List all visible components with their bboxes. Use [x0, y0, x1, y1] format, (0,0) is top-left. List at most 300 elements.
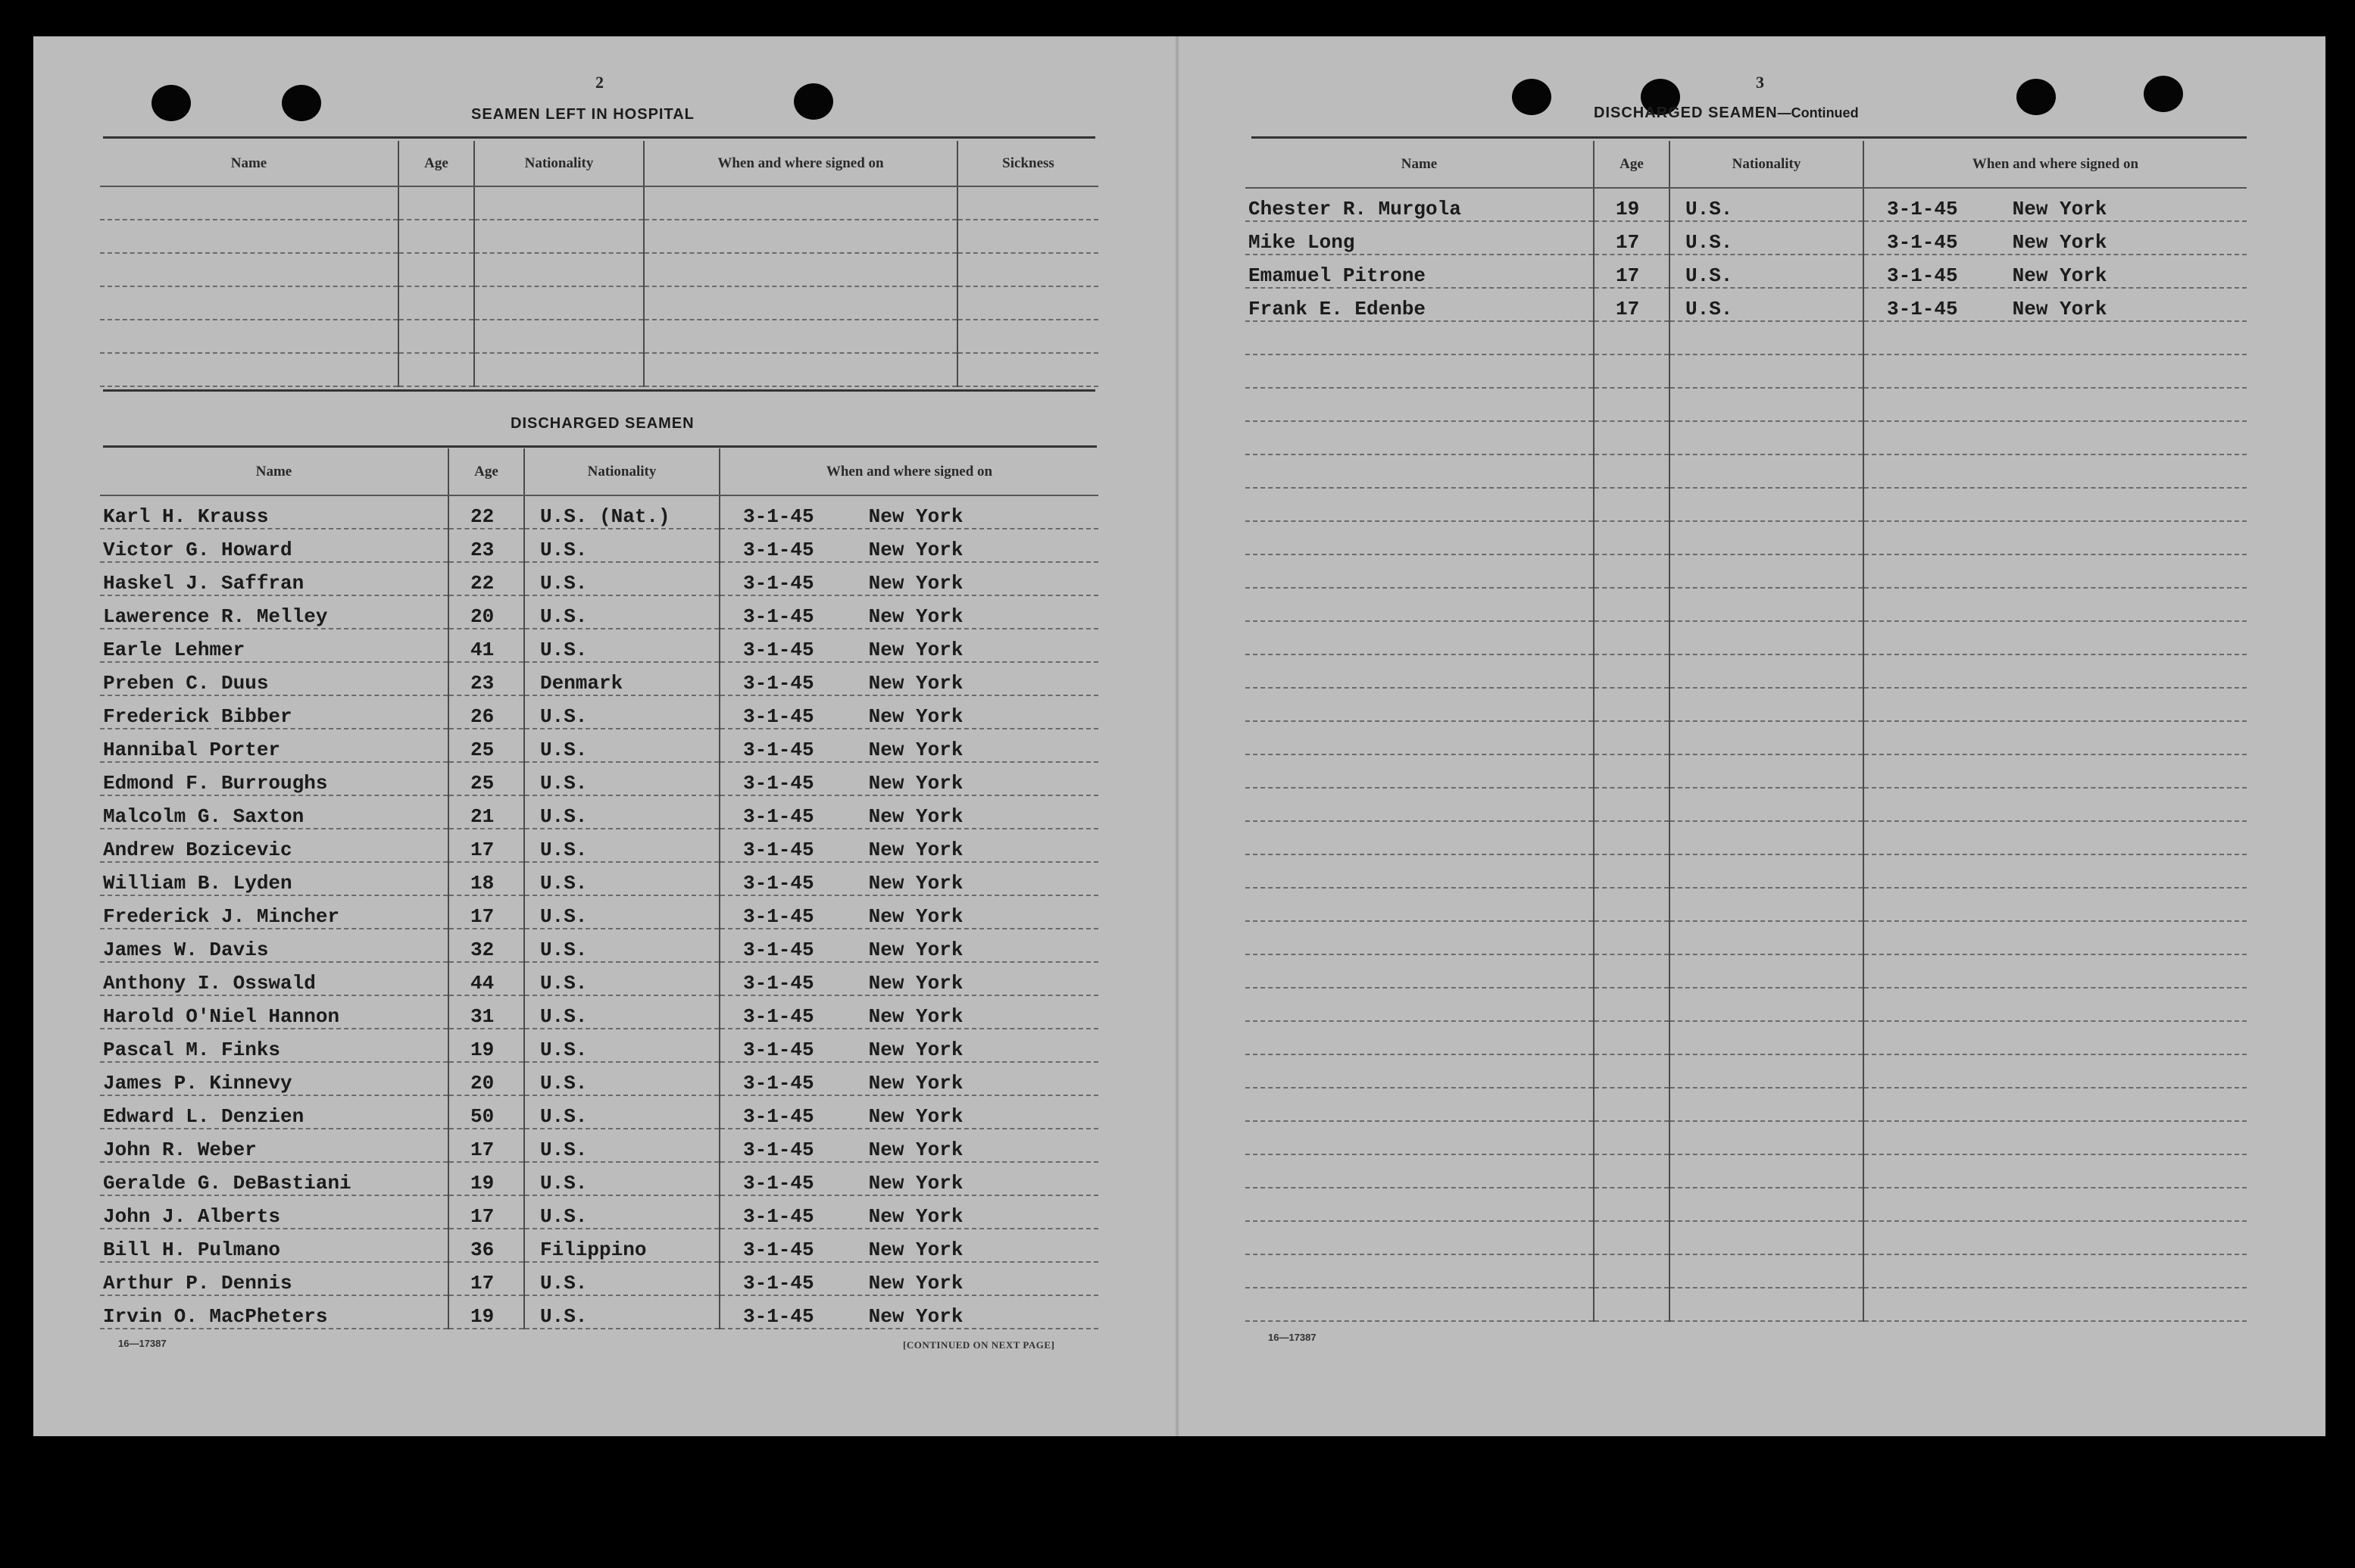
empty-cell [1245, 1288, 1594, 1321]
right-top-rule [1251, 136, 2247, 139]
empty-cell [1669, 1021, 1863, 1054]
signed-on-cell [720, 995, 1098, 1029]
name-cell: Earle Lehmer [100, 629, 448, 662]
empty-cell [1245, 588, 1594, 621]
age-cell: 44 [448, 962, 524, 995]
name-cell: Anthony I. Osswald [100, 962, 448, 995]
age-cell: 32 [448, 929, 524, 962]
signed-on-cell [720, 862, 1098, 895]
empty-cell [1863, 621, 2247, 654]
col-header-age: Age [1594, 141, 1669, 188]
signed-date: 3-1-45 [743, 1005, 814, 1028]
empty-cell [1245, 421, 1594, 454]
empty-cell [1863, 921, 2247, 954]
signed-place: New York [868, 1105, 964, 1128]
age-cell: 17 [448, 1129, 524, 1162]
signed-place: New York [868, 1205, 964, 1228]
nationality-cell: U.S. [524, 1162, 720, 1195]
empty-cell [1863, 488, 2247, 521]
signed-on-cell [720, 1195, 1098, 1229]
empty-cell [1245, 988, 1594, 1021]
empty-cell [1863, 1021, 2247, 1054]
nationality-cell: U.S. [524, 1129, 720, 1162]
table-row [100, 186, 1098, 220]
signed-place: New York [868, 872, 964, 895]
signed-on-cell [720, 529, 1098, 562]
name-cell: Karl H. Krauss [100, 495, 448, 529]
age-cell: 50 [448, 1095, 524, 1129]
signed-date: 3-1-45 [743, 772, 814, 795]
empty-cell [1245, 321, 1594, 355]
name-cell: Frank E. Edenbe [1245, 288, 1594, 321]
empty-cell [1669, 1188, 1863, 1221]
age-cell: 18 [448, 862, 524, 895]
nationality-cell: U.S. [524, 1295, 720, 1329]
name-cell: Geralde G. DeBastiani [100, 1162, 448, 1195]
signed-date: 3-1-45 [743, 539, 814, 561]
name-cell: Victor G. Howard [100, 529, 448, 562]
empty-cell [1594, 854, 1669, 888]
signed-date: 3-1-45 [743, 639, 814, 661]
empty-cell [1863, 721, 2247, 754]
name-cell: Arthur P. Dennis [100, 1262, 448, 1295]
empty-cell [1863, 521, 2247, 554]
table-row [100, 862, 1098, 895]
name-cell: Chester R. Murgola [1245, 188, 1594, 221]
empty-cell [1594, 588, 1669, 621]
page-fold [1176, 36, 1179, 1436]
empty-row [1245, 1021, 2247, 1054]
empty-cell [1669, 721, 1863, 754]
nationality-cell: U.S. [524, 1195, 720, 1229]
hospital-section-title: SEAMEN LEFT IN HOSPITAL [471, 106, 695, 123]
nationality-cell: U.S. [524, 762, 720, 795]
table-row [100, 1129, 1098, 1162]
signed-on-cell [720, 729, 1098, 762]
name-cell: Pascal M. Finks [100, 1029, 448, 1062]
age-cell: 17 [1594, 255, 1669, 288]
table-row [100, 1162, 1098, 1195]
name-cell: James W. Davis [100, 929, 448, 962]
name-cell: Malcolm G. Saxton [100, 795, 448, 829]
nationality-cell: U.S. [524, 962, 720, 995]
empty-cell [1863, 1154, 2247, 1188]
discharged-continued-table [1245, 141, 2247, 1322]
table-row [100, 929, 1098, 962]
table-row [100, 695, 1098, 729]
age-cell: 17 [1594, 288, 1669, 321]
col-header-name: Name [100, 448, 448, 495]
nationality-cell: U.S. [524, 1029, 720, 1062]
nationality-cell: U.S. [524, 729, 720, 762]
signed-on-cell [720, 662, 1098, 695]
name-cell: Lawerence R. Melley [100, 595, 448, 629]
signed-on-cell [720, 1229, 1098, 1262]
empty-cell [1669, 854, 1863, 888]
empty-cell [1863, 1221, 2247, 1254]
empty-cell [1669, 1154, 1863, 1188]
punch-hole [151, 85, 191, 121]
empty-cell [1245, 1121, 1594, 1154]
nationality-cell: U.S. [524, 1095, 720, 1129]
signed-on-cell [720, 829, 1098, 862]
age-cell: 17 [448, 895, 524, 929]
empty-cell [1245, 754, 1594, 788]
name-cell: William B. Lyden [100, 862, 448, 895]
empty-cell [1669, 321, 1863, 355]
signed-place: New York [868, 1039, 964, 1061]
nationality-cell: U.S. [524, 1062, 720, 1095]
signed-date: 3-1-45 [743, 505, 814, 528]
age-cell: 17 [448, 829, 524, 862]
signed-on-cell [720, 1029, 1098, 1062]
age-cell: 17 [448, 1262, 524, 1295]
table-row [100, 662, 1098, 695]
discharged-continued-title [1594, 105, 1859, 122]
empty-row [1245, 521, 2247, 554]
signed-on-cell [720, 1162, 1098, 1195]
signed-on-cell [720, 795, 1098, 829]
page-number: 3 [1756, 73, 1764, 92]
signed-place: New York [868, 1172, 964, 1195]
empty-row [1245, 321, 2247, 355]
empty-cell [1245, 654, 1594, 688]
signed-date: 3-1-45 [743, 739, 814, 761]
signed-date: 3-1-45 [743, 905, 814, 928]
signed-place: New York [868, 739, 964, 761]
title-main: DISCHARGED SEAMEN [1594, 105, 1778, 121]
punch-hole [2016, 79, 2056, 115]
name-cell: Bill H. Pulmano [100, 1229, 448, 1262]
signed-place: New York [2012, 198, 2107, 220]
name-cell: Frederick Bibber [100, 695, 448, 729]
empty-cell [1594, 421, 1669, 454]
empty-cell [1594, 788, 1669, 821]
discharged-top-rule [103, 445, 1097, 448]
table-row [100, 895, 1098, 929]
form-code: 16—17387 [1268, 1332, 1316, 1343]
empty-cell [1669, 621, 1863, 654]
signed-place: New York [868, 939, 964, 961]
form-code: 16—17387 [118, 1338, 167, 1349]
empty-row [1245, 1154, 2247, 1188]
signed-date: 3-1-45 [1887, 231, 1958, 254]
signed-place: New York [868, 1005, 964, 1028]
empty-cell [1594, 1088, 1669, 1121]
empty-cell [1594, 888, 1669, 921]
hospital-top-rule [103, 136, 1095, 139]
name-cell: Haskel J. Saffran [100, 562, 448, 595]
empty-row [1245, 421, 2247, 454]
age-cell: 36 [448, 1229, 524, 1262]
nationality-cell: U.S. [524, 529, 720, 562]
empty-cell [1863, 454, 2247, 488]
signed-place: New York [868, 905, 964, 928]
signed-date: 3-1-45 [743, 1139, 814, 1161]
table-row [100, 1262, 1098, 1295]
empty-cell [1863, 1288, 2247, 1321]
table-row [100, 629, 1098, 662]
signed-date: 3-1-45 [743, 1305, 814, 1328]
empty-cell [1863, 588, 2247, 621]
signed-place: New York [868, 605, 964, 628]
empty-row [1245, 388, 2247, 421]
empty-cell [1669, 1221, 1863, 1254]
empty-cell [1669, 821, 1863, 854]
signed-date: 3-1-45 [743, 939, 814, 961]
signed-date: 3-1-45 [743, 872, 814, 895]
empty-cell [1594, 554, 1669, 588]
empty-cell [1245, 621, 1594, 654]
table-row [1245, 188, 2247, 221]
empty-row [1245, 988, 2247, 1021]
signed-place: New York [868, 705, 964, 728]
empty-cell [1669, 1121, 1863, 1154]
age-cell: 19 [1594, 188, 1669, 221]
age-cell: 17 [1594, 221, 1669, 255]
punch-hole [282, 85, 321, 121]
title-suffix: —Continued [1777, 105, 1859, 120]
empty-cell [1594, 454, 1669, 488]
nationality-cell: U.S. [524, 562, 720, 595]
empty-row [1245, 1088, 2247, 1121]
empty-cell [1245, 888, 1594, 921]
empty-cell [1669, 488, 1863, 521]
empty-row [1245, 754, 2247, 788]
table-row [1245, 255, 2247, 288]
discharged-section-title: DISCHARGED SEAMEN [511, 415, 695, 432]
nationality-cell: U.S. [524, 1262, 720, 1295]
empty-row [1245, 454, 2247, 488]
punch-hole [794, 83, 833, 120]
empty-row [1245, 954, 2247, 988]
empty-row [1245, 1288, 2247, 1321]
empty-cell [1669, 355, 1863, 388]
empty-cell [1245, 954, 1594, 988]
page-number: 2 [595, 73, 604, 92]
signed-on-cell [720, 695, 1098, 729]
name-cell: Irvin O. MacPheters [100, 1295, 448, 1329]
empty-row [1245, 888, 2247, 921]
empty-cell [1863, 888, 2247, 921]
empty-cell [1245, 1188, 1594, 1221]
table-row [100, 762, 1098, 795]
empty-cell [1863, 788, 2247, 821]
name-cell: Frederick J. Mincher [100, 895, 448, 929]
empty-cell [1863, 1121, 2247, 1154]
empty-row [1245, 854, 2247, 888]
age-cell: 26 [448, 695, 524, 729]
col-header-name: Name [100, 141, 398, 186]
empty-row [1245, 921, 2247, 954]
empty-cell [1594, 1121, 1669, 1154]
empty-cell [1669, 1288, 1863, 1321]
nationality-cell: Denmark [524, 662, 720, 695]
empty-cell [1863, 1188, 2247, 1221]
empty-cell [1594, 621, 1669, 654]
signed-on-cell [1863, 221, 2247, 255]
signed-date: 3-1-45 [743, 672, 814, 695]
empty-cell [1863, 654, 2247, 688]
empty-cell [1669, 388, 1863, 421]
age-cell: 20 [448, 595, 524, 629]
empty-cell [1669, 921, 1863, 954]
nationality-cell: U.S. [1669, 221, 1863, 255]
empty-cell [1669, 888, 1863, 921]
nationality-cell: U.S. [1669, 255, 1863, 288]
empty-cell [1245, 1088, 1594, 1121]
hospital-bottom-rule [103, 389, 1095, 392]
age-cell: 41 [448, 629, 524, 662]
age-cell: 19 [448, 1295, 524, 1329]
age-cell: 21 [448, 795, 524, 829]
signed-place: New York [868, 1272, 964, 1295]
punch-hole [1512, 79, 1551, 115]
age-cell: 22 [448, 495, 524, 529]
col-header-signed-on: When and where signed on [720, 448, 1098, 495]
empty-cell [1594, 754, 1669, 788]
empty-row [1245, 1054, 2247, 1088]
signed-place: New York [868, 1305, 964, 1328]
empty-cell [1594, 1154, 1669, 1188]
nationality-cell: U.S. [524, 595, 720, 629]
signed-on-cell [720, 1295, 1098, 1329]
table-row [100, 353, 1098, 386]
signed-on-cell [720, 762, 1098, 795]
empty-cell [1669, 421, 1863, 454]
age-cell: 17 [448, 1195, 524, 1229]
signed-place: New York [868, 572, 964, 595]
empty-cell [1245, 721, 1594, 754]
empty-row [1245, 788, 2247, 821]
nationality-cell: U.S. [524, 862, 720, 895]
empty-row [1245, 588, 2247, 621]
empty-row [1245, 654, 2247, 688]
signed-place: New York [868, 672, 964, 695]
empty-cell [1863, 821, 2247, 854]
table-row [100, 795, 1098, 829]
empty-cell [1245, 1254, 1594, 1288]
table-row [100, 1229, 1098, 1262]
empty-cell [1863, 321, 2247, 355]
signed-date: 3-1-45 [743, 705, 814, 728]
col-header-nationality: Nationality [1669, 141, 1863, 188]
empty-cell [1669, 788, 1863, 821]
empty-cell [1594, 954, 1669, 988]
empty-cell [1594, 1021, 1669, 1054]
name-cell: John R. Weber [100, 1129, 448, 1162]
empty-cell [1594, 988, 1669, 1021]
signed-on-cell [1863, 188, 2247, 221]
empty-cell [1669, 954, 1863, 988]
name-cell: John J. Alberts [100, 1195, 448, 1229]
empty-cell [1594, 1288, 1669, 1321]
empty-cell [1594, 355, 1669, 388]
name-cell: Edmond F. Burroughs [100, 762, 448, 795]
empty-cell [1669, 554, 1863, 588]
table-row [100, 1062, 1098, 1095]
empty-cell [1863, 754, 2247, 788]
empty-cell [1594, 1221, 1669, 1254]
empty-cell [1245, 521, 1594, 554]
empty-cell [1863, 988, 2247, 1021]
empty-row [1245, 721, 2247, 754]
nationality-cell: U.S. [1669, 288, 1863, 321]
table-row [100, 595, 1098, 629]
empty-cell [1863, 1054, 2247, 1088]
signed-date: 3-1-45 [743, 572, 814, 595]
empty-cell [1245, 1154, 1594, 1188]
empty-cell [1863, 421, 2247, 454]
table-row [100, 995, 1098, 1029]
col-header-signed-on: When and where signed on [1863, 141, 2247, 188]
name-cell: Harold O'Niel Hannon [100, 995, 448, 1029]
empty-cell [1594, 521, 1669, 554]
signed-on-cell [720, 1062, 1098, 1095]
empty-cell [1245, 355, 1594, 388]
empty-cell [1669, 1254, 1863, 1288]
empty-cell [1594, 1254, 1669, 1288]
empty-cell [1594, 688, 1669, 721]
empty-row [1245, 1221, 2247, 1254]
age-cell: 19 [448, 1162, 524, 1195]
nationality-cell: U.S. [524, 829, 720, 862]
table-row [100, 320, 1098, 353]
empty-cell [1594, 488, 1669, 521]
empty-cell [1863, 688, 2247, 721]
col-header-age: Age [448, 448, 524, 495]
table-row [100, 962, 1098, 995]
signed-place: New York [868, 539, 964, 561]
empty-cell [1594, 721, 1669, 754]
signed-date: 3-1-45 [1887, 264, 1958, 287]
table-row [100, 1095, 1098, 1129]
age-cell: 20 [448, 1062, 524, 1095]
nationality-cell: U.S. [524, 695, 720, 729]
table-row [100, 253, 1098, 286]
empty-cell [1245, 854, 1594, 888]
table-row [100, 1029, 1098, 1062]
signed-date: 3-1-45 [1887, 298, 1958, 320]
col-header-name: Name [1245, 141, 1594, 188]
nationality-cell: U.S. (Nat.) [524, 495, 720, 529]
signed-place: New York [868, 772, 964, 795]
empty-cell [1863, 854, 2247, 888]
table-row [100, 1295, 1098, 1329]
empty-row [1245, 1121, 2247, 1154]
empty-row [1245, 1254, 2247, 1288]
signed-date: 3-1-45 [743, 1272, 814, 1295]
empty-cell [1245, 921, 1594, 954]
empty-cell [1594, 388, 1669, 421]
col-header-signed-on: When and where signed on [644, 141, 957, 186]
signed-place: New York [2012, 264, 2107, 287]
signed-date: 3-1-45 [743, 1105, 814, 1128]
empty-cell [1594, 1054, 1669, 1088]
table-row [100, 562, 1098, 595]
empty-cell [1863, 1088, 2247, 1121]
name-cell: Preben C. Duus [100, 662, 448, 695]
signed-on-cell [1863, 255, 2247, 288]
signed-on-cell [720, 929, 1098, 962]
signed-on-cell [720, 495, 1098, 529]
nationality-cell: U.S. [1669, 188, 1863, 221]
signed-place: New York [868, 972, 964, 995]
empty-cell [1669, 688, 1863, 721]
empty-cell [1594, 921, 1669, 954]
signed-on-cell [1863, 288, 2247, 321]
empty-row [1245, 821, 2247, 854]
